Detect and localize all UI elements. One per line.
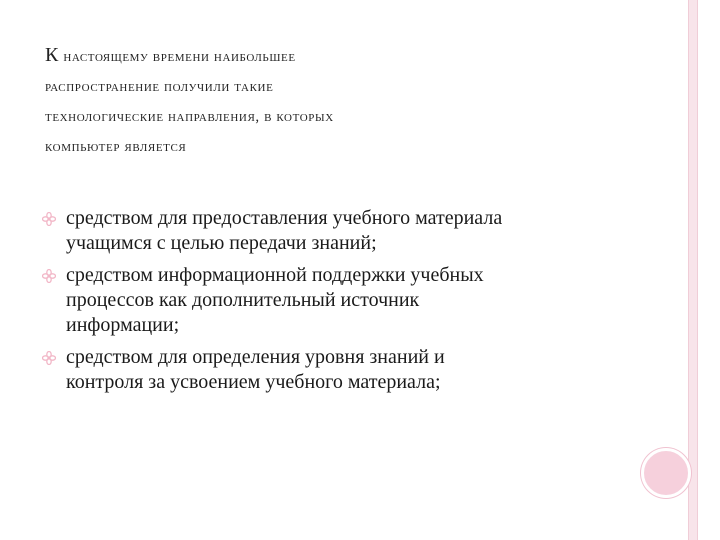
bullet-line: средством для определения уровня знаний и [66, 346, 445, 368]
bullet-text [66, 206, 602, 256]
bullet-item [42, 263, 602, 338]
bullet-item [42, 206, 602, 256]
bullet-line: средством для предоставления учебного материала [66, 207, 503, 229]
title-line-3: технологические направления, в которых [45, 109, 334, 125]
bullet-line: учащимся с целью передачи знаний; [66, 232, 377, 254]
title-line-1 [45, 40, 565, 72]
bullet-list [42, 206, 602, 402]
bullet-line: средством информационной поддержки учебных [66, 264, 484, 286]
four-petal-flower-icon [42, 212, 56, 226]
bullet-text [66, 263, 602, 338]
title-line-2: распространение получили такие [45, 79, 274, 95]
decorative-side-band [688, 0, 698, 540]
decorative-circle [641, 448, 691, 498]
bullet-line: контроля за усвоением учебного материала; [66, 371, 441, 393]
four-petal-flower-icon [42, 351, 56, 365]
slide-title [45, 40, 565, 162]
title-line-4: компьютер является [45, 139, 187, 155]
bullet-line: процессов как дополнительный источник [66, 289, 420, 311]
title-line-1-text: настоящему времени наибольшее [63, 49, 296, 65]
four-petal-flower-icon [42, 269, 56, 283]
bullet-item [42, 345, 602, 395]
title-initial-letter: К [45, 44, 59, 66]
bullet-text [66, 345, 602, 395]
bullet-line: информации; [66, 314, 180, 336]
